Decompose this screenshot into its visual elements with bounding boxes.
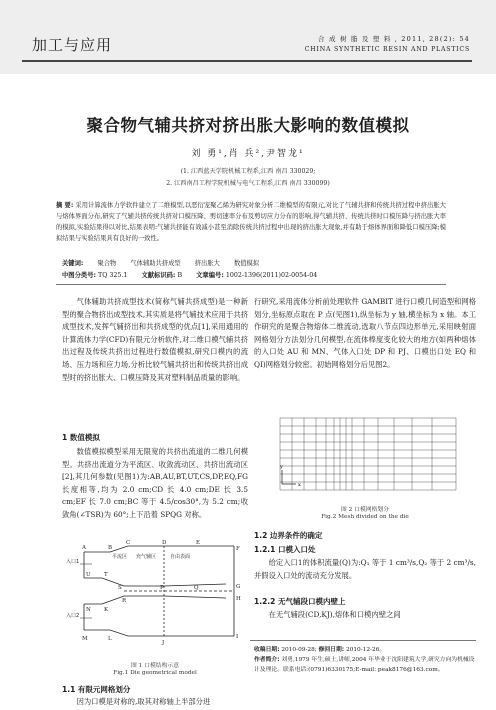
article-no-label: 文章编号: <box>196 272 224 279</box>
header-rule <box>22 60 472 62</box>
section-1-2-2-heading: 1.2.2 无气辅段口模内壁上 <box>254 597 346 606</box>
section-1-body <box>62 446 248 522</box>
article-no-value: 1002-1396(2011)02-0054-04 <box>225 272 318 279</box>
mesh-paragraph <box>254 296 476 372</box>
die-outline-upper <box>84 546 234 552</box>
section-1-2-2-text: 在无气辅段(CD,KJ),熔体和口模内壁之间 <box>268 610 401 619</box>
point-label: R <box>122 598 127 604</box>
intro-text: 气体辅助共挤成型技术(简称气辅共挤成型)是一种新型的聚合物挤出成型技术,其实质是将气辅技术应用于共挤成型技术,发挥气辅挤出和共挤成型的优点[1],采用通用的计算流体力学(CFD)有限元分析软件,对二维口模气辅共挤出过程及传统共挤出过程进行数值模拟,研究口模内的流场、压力场和应力场,分析比较气辅共挤出和传统共挤出成型时的挤出胀大、口模压降及其对塑料制品质量的影响。 <box>62 297 248 382</box>
point-label: H <box>236 596 241 602</box>
received-date: 2010-09-28; <box>281 647 317 653</box>
point-label: K <box>104 607 109 613</box>
zone-free-label: 自由表面 <box>170 554 191 560</box>
keyword: 聚合物 <box>97 260 117 267</box>
point-label: B <box>108 545 113 551</box>
revised-label: 修回日期: <box>318 647 345 653</box>
zone-flat-label: 平流区 <box>112 554 128 560</box>
revised-date: 2010-12-26。 <box>345 647 386 653</box>
point-label: I <box>236 634 239 640</box>
point-label: U <box>86 572 91 578</box>
keyword: 挤出胀大 <box>194 260 220 267</box>
die-outline-lower <box>84 630 234 636</box>
zone-gas-label: 充气辅区 <box>136 554 157 560</box>
point-label: C <box>126 540 131 546</box>
journal-name-en: CHINA SYNTHETIC RESIN AND PLASTICS <box>304 46 470 53</box>
point-label: A <box>82 545 86 551</box>
fig2-caption-cn: 图 2 口模网格划分 <box>341 507 389 513</box>
point-label: F <box>236 546 240 552</box>
section-1-2-1-text: 给定入口1的体积流量(Q)为:Q₁ 等于 1 cm³/s,Q₂ 等于 2 cm³/s,并假设入口处的流动充分发展。 <box>254 558 476 580</box>
clc-value: TQ 325.1 <box>98 272 128 279</box>
point-label: P <box>160 585 164 591</box>
abstract-label: 摘 要: <box>56 202 74 209</box>
abstract <box>56 200 446 244</box>
received-label: 收稿日期: <box>254 647 280 653</box>
classification-line <box>62 270 317 279</box>
affiliation-1: (1. 江西蓝天学院机械工程系,江西 南昌 330029; <box>180 168 316 175</box>
footnote <box>254 645 476 675</box>
point-label: J <box>162 640 165 646</box>
point-label: Q <box>194 585 199 591</box>
section-1-2-1-body <box>254 557 476 582</box>
mesh-text: 行研究,采用流体分析前处理软件 GAMBIT 进行口模几何造型和网格划分,坐标原点取在 P 点(见图1),纵坐标为 y 轴,横坐标为 x 轴。本工作研究的是聚合物熔体二维流动,选取八节点四边形单元,采用映射面网格划分方法划分几何模型,在流体棒度变化较大的地方(如两种熔体的入口处 AU 和 MN、气体入口处 DP 和 PJ、口模出口处 EQ 和 QI)网格划分较密。初始网格划分后见图2。 <box>254 297 476 369</box>
clc-label: 中图分类号: <box>62 272 97 279</box>
fig2-caption-en: Fig.2 Mesh divided on the die <box>321 514 409 520</box>
received-line <box>254 645 476 655</box>
section-1-text: 数值模拟模型采用无限宽的共挤出流道的二维几何模型。共挤出流道分为平流区、收敛流动区、共挤出流动区[2],其几何参数(见图1)为:AB,AU,BT,UT,CS,DP,EQ,FG 长度相等,均为 2.0 cm;CD 长 4.0 cm;DE 长 3.5 cm;EF 长 7.0 cm;BC 等于 4.5/cos30°,为 5.2 cm;收敛角(∠TSR)为 60°;上下沿着 SPQG 对称。 <box>62 447 248 519</box>
section-1-2-2-body <box>254 609 476 622</box>
mesh-figure <box>274 412 464 498</box>
author-bio <box>254 655 476 675</box>
point-label: T <box>104 572 108 578</box>
die-geometry-figure <box>66 538 244 650</box>
keyword: 数值模拟 <box>233 260 260 267</box>
point-label: D <box>162 540 167 546</box>
intro-paragraph <box>62 296 248 384</box>
mesh-axis-y-label: y <box>280 464 283 470</box>
point-label: G <box>236 584 241 590</box>
fig1-caption-cn: 图 1 口模结构示意 <box>131 663 179 669</box>
keyword: 气体辅助共挤成型 <box>130 260 181 267</box>
doc-code-label: 文献标识码: <box>141 272 176 279</box>
section-1-1-body <box>62 696 248 709</box>
bio-text: 刘勇,1979 年生,硕士,讲师,2004 年毕业于沈阳建筑大学,研究方向为机械设计及理论。联系电话:(0791)6330175;E-mail: peak8176@163.com。 <box>254 657 475 673</box>
point-label: M <box>82 636 88 642</box>
interface-upper <box>84 578 226 586</box>
mesh-axis-x-label: x <box>298 482 301 488</box>
section-name: 加工与应用 <box>32 36 113 54</box>
affiliation-2: 2. 江西南昌工程学院机械与电气工程系,江西 南昌 330099) <box>166 180 330 187</box>
keywords <box>62 258 259 267</box>
bio-label: 作者简介: <box>254 657 280 663</box>
inlet-2-label: 入口2 <box>66 613 80 619</box>
point-label: N <box>86 607 91 613</box>
abstract-separator <box>56 284 446 285</box>
section-1-1-heading: 1.1 有限元网格划分 <box>62 685 131 694</box>
section-1-2-1-heading: 1.2.1 口模入口处 <box>254 545 316 554</box>
point-label: E <box>196 540 201 546</box>
inlet-1-label: 入口1 <box>66 559 80 565</box>
interface-lower <box>84 596 226 604</box>
section-1-heading: 1 数值模拟 <box>62 433 100 442</box>
footnote-rule <box>250 640 476 641</box>
point-label: S <box>118 585 122 591</box>
section-1-1-text: 因为口模是对称的,取其对称轴上半部分进 <box>76 697 211 706</box>
fig1-caption-en: Fig.1 Die geometrical model <box>113 670 197 676</box>
paper-title: 聚合物气辅共挤对挤出胀大影响的数值模拟 <box>86 116 410 135</box>
abstract-text: 采用计算流体力学软件建立了二维模型,以恶衍宠聚乙烯为研究对象分析二维模型的有限元,对比了气辅共挤和传统共挤过程中挤出胀大与熔体界面分布,研究了气辅共挤传统共挤对口模压降、剪切速率分布及剪切应力分布的影响,得气辅共挤、传统共挤时口模压降与挤出胀大率的模拟,实验结果得以对比,结果表明:气辅共挤能有效减小甚至消除传统共挤过程中出现的挤出胀大现象,并有助于熔体界面和降低口模压降;模拟结果与实验结果具有良好的一致性。 <box>56 202 446 242</box>
doc-code-value: B <box>177 272 183 279</box>
authors: 刘 勇¹,肖 兵²,尹智龙¹ <box>191 149 305 159</box>
keywords-label: 关键词: <box>62 260 84 267</box>
journal-citation: 合 成 树 脂 及 塑 料 , 2011, 28(2): 54 <box>318 35 470 43</box>
mesh-lines <box>280 418 456 490</box>
section-1-2-heading: 1.2 边界条件的确定 <box>254 531 323 540</box>
point-label: L <box>108 636 112 642</box>
